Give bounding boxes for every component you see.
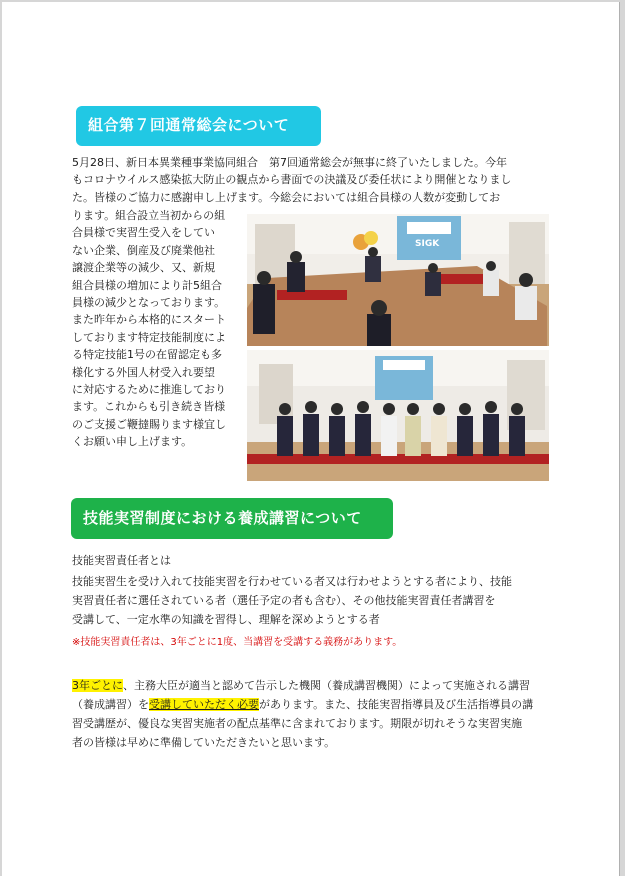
- obligation-note: ※技能実習責任者は、3年ごとに1度、当講習を受講する義務があります。: [72, 637, 403, 648]
- section1-line: のご支援ご鞭撻賜ります様宜し: [72, 417, 226, 431]
- section1-line: 5月28日、新日本異業種事業協同組合 第7回通常総会が無事に終了いたしました。今年: [72, 156, 507, 169]
- section1-line: 譲渡企業等の減少、又、新規: [72, 261, 215, 275]
- section1-line: しております特定技能制度によ: [72, 330, 226, 344]
- body-line: [72, 696, 533, 713]
- section1-line: また昨年から本格的にスタート: [72, 313, 226, 327]
- section1-heading: 組合第７回通常総会について: [76, 106, 321, 146]
- section1-line: 組合員様の増加により計5組合: [72, 278, 222, 292]
- section1-line: に対応するために推進しており: [72, 383, 226, 396]
- section1-line: る特定技能1号の在留認定も多: [72, 348, 222, 362]
- section2-heading: 技能実習制度における養成講習について: [71, 498, 393, 539]
- body-text: があります。また、技能実習指導員及び生活指導員の講: [259, 698, 534, 711]
- section1-line: 合員様で実習生受入をしてい: [72, 226, 215, 240]
- definition-line: 受講して、一定水準の知識を習得し、理解を深めようとする者: [72, 613, 380, 626]
- sign-text: SIGK: [415, 239, 440, 249]
- definition-title: 技能実習責任者とは: [72, 554, 171, 567]
- section1-line: くお願い申し上げます。: [72, 435, 193, 449]
- underlined-text: 受講していただく必要: [149, 698, 259, 711]
- document-page: [2, 2, 620, 876]
- meeting-photo: [247, 214, 549, 346]
- section1-line: た。皆様のご協力に感謝申し上げます。今総会においては組合員様の人数が変動してお: [72, 190, 501, 204]
- section1-line: ます。これからも引き続き皆様: [72, 400, 226, 414]
- section1-line: もコロナウイルス感染拡大防止の観点から書面での決議及び委任状により開催となりまし: [72, 173, 512, 187]
- section1-line: ない企業、倒産及び廃業他社: [72, 243, 215, 257]
- definition-line: 技能実習生を受け入れて技能実習を行わせている者又は行わせようとする者により、技能: [72, 575, 512, 588]
- body-line: 習受講歴が、優良な実習実施者の配点基準に含まれております。期限が切れそうな実習実施: [72, 717, 523, 730]
- definition-line: 実習責任者に選任されている者（選任予定の者も含む）、その他技能実習責任者講習を: [72, 594, 496, 607]
- body-text: （養成講習）を: [72, 698, 149, 711]
- group-photo: [247, 350, 549, 481]
- body-text: 、主務大臣が適当と認めて告示した機関（養成講習機関）によって実施される講習: [123, 679, 530, 692]
- body-line: 者の皆様は早めに準備していただきたいと思います。: [72, 736, 336, 749]
- section1-line: ります。組合設立当初からの組: [72, 209, 226, 222]
- section1-line: 員様の減少となっております。: [72, 296, 226, 309]
- body-line: [72, 677, 530, 694]
- section1-line: 様化する外国人材受入れ要望: [72, 365, 215, 379]
- highlighted-text: 3年ごとに: [72, 679, 123, 692]
